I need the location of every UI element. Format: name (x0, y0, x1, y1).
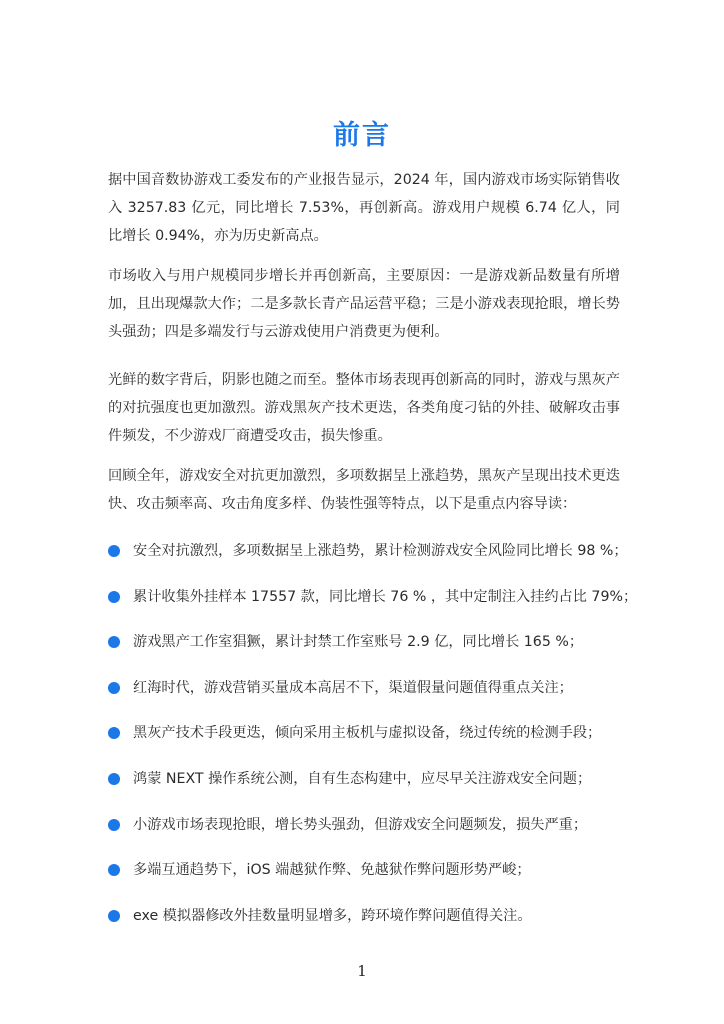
list-item-text: 游戏黑产工作室猖獗，累计封禁工作室账号 2.9 亿，同比增长 165 %； (133, 634, 584, 651)
bullet-dot-icon (108, 545, 120, 557)
list-item-text: 鸿蒙 NEXT 操作系统公测，自有生态构建中，应尽早关注游戏安全问题； (133, 770, 592, 787)
list-item (108, 582, 638, 628)
list-item (108, 673, 628, 719)
bullet-dot-icon (108, 773, 120, 785)
list-item-text: 多端互通趋势下，iOS 端越狱作弊、免越狱作弊问题形势严峻； (133, 862, 531, 879)
list-item (108, 855, 628, 901)
intro-paragraph: 据中国音数协游戏工委发布的产业报告显示，2024 年，国内游戏市场实际销售收入 3257.83 亿元，同比增长 7.53%，再创新高。游戏用户规模 6.74 亿人，同比增长 0.94%，亦为历史新高点。 (108, 172, 620, 244)
bullet-dot-icon (108, 864, 120, 876)
bullet-dot-icon (108, 591, 120, 603)
page-number: 1 (357, 962, 367, 980)
list-item (108, 536, 628, 582)
list-item-text: 安全对抗激烈，多项数据呈上涨趋势，累计检测游戏安全风险同比增长 98 %； (133, 543, 628, 559)
list-item-text: 累计收集外挂样本 17557 款，同比增长 76 % ，其中定制注入挂约占比 79%； (133, 588, 638, 605)
bullet-dot-icon (108, 682, 120, 694)
bullet-dot-icon (108, 636, 120, 648)
list-item (108, 764, 628, 810)
causes-paragraph: 市场收入与用户规模同步增长并再创新高，主要原因：一是游戏新品数量有所增加，且出现爆款大作；二是多款长青产品运营平稳；三是小游戏表现抢眼，增长势头强劲；四是多端发行与云游戏使用户消费更为便利。 (108, 268, 620, 340)
list-item (108, 627, 628, 673)
highlights-list (108, 536, 638, 946)
list-item (108, 718, 628, 764)
review-paragraph: 回顾全年，游戏安全对抗更加激烈，多项数据呈上涨趋势，黑灰产呈现出技术更迭快、攻击频率高、攻击角度多样、伪装性强等特点，以下是重点内容导读： (108, 468, 620, 512)
bullet-dot-icon (108, 727, 120, 739)
shadow-paragraph: 光鲜的数字背后，阴影也随之而至。整体市场表现再创新高的同时，游戏与黑灰产的对抗强度也更加激烈。游戏黑灰产技术更迭，各类角度刁钻的外挂、破解攻击事件频发，不少游戏厂商遭受攻击，损失惨重。 (108, 372, 620, 444)
list-item-text: 小游戏市场表现抢眼，增长势头强劲，但游戏安全问题频发，损失严重； (133, 816, 588, 833)
page-title: 前言 (333, 120, 391, 152)
list-item (108, 810, 628, 856)
bullet-dot-icon (108, 819, 120, 831)
list-item-text: 黑灰产技术手段更迭，倾向采用主板机与虚拟设备，绕过传统的检测手段； (133, 725, 602, 742)
list-item-text: exe 模拟器修改外挂数量明显增多，跨环境作弊问题值得关注。 (133, 907, 532, 924)
bullet-dot-icon (108, 910, 120, 922)
list-item (108, 901, 628, 947)
list-item-text: 红海时代，游戏营销买量成本高居不下，渠道假量问题值得重点关注； (133, 679, 573, 696)
